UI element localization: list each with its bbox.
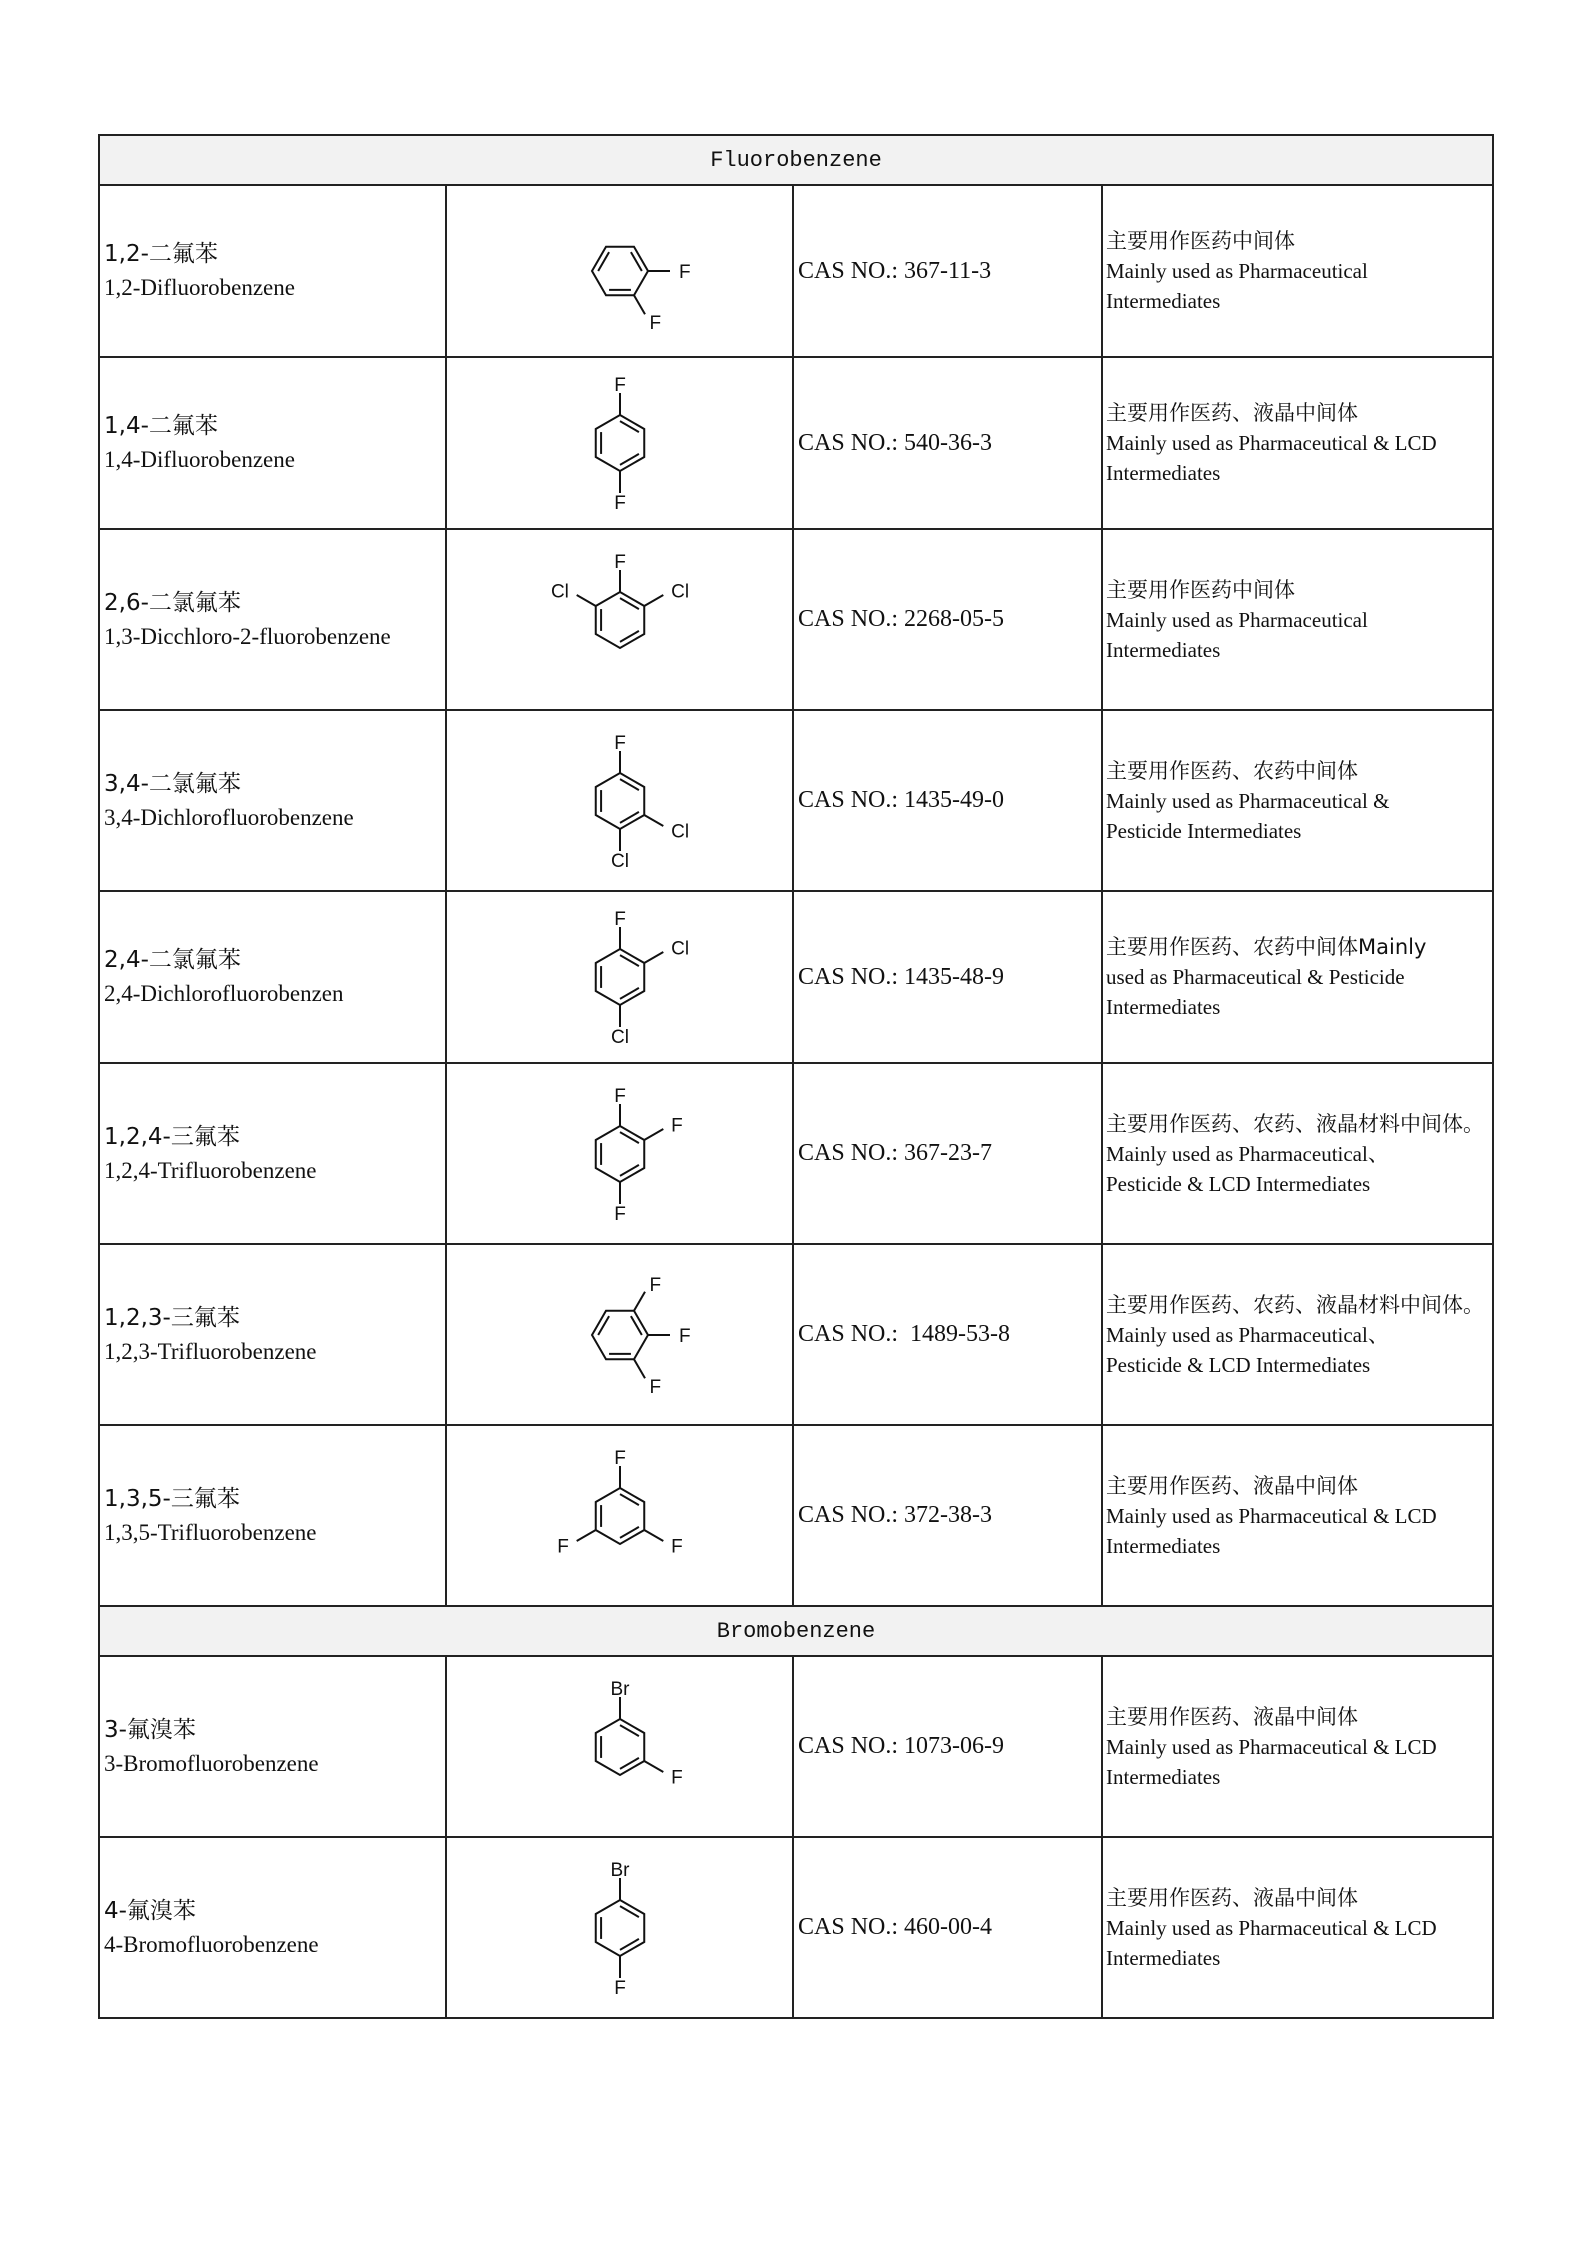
benzene-ring	[595, 1719, 644, 1775]
compound-name-en: 1,4-Difluorobenzene	[104, 447, 295, 472]
usage-en: Pesticide & LCD Intermediates	[1106, 1171, 1371, 1196]
double-bond	[598, 252, 609, 271]
section-title: Fluorobenzene	[99, 135, 1493, 185]
compound-row	[99, 710, 1493, 891]
usage-cell	[1102, 1063, 1493, 1244]
usage-en: used as Pharmaceutical & Pesticide	[1106, 965, 1405, 989]
atom-label-f: F	[678, 1325, 691, 1347]
double-bond	[620, 1494, 639, 1505]
atom-label-f: F	[613, 1977, 626, 1999]
double-bond	[620, 1164, 639, 1175]
substituent-bond	[644, 1761, 663, 1772]
compound-row	[99, 1244, 1493, 1425]
usage-en: Mainly used as Pharmaceutical	[1106, 259, 1368, 283]
compound-name-cell	[99, 710, 446, 891]
structure-cell	[446, 891, 793, 1063]
double-bond	[620, 454, 639, 465]
double-bond	[620, 779, 639, 790]
atom-label-cl: Cl	[670, 821, 689, 842]
structure-cell	[446, 1837, 793, 2018]
usage-en: Intermediates	[1106, 461, 1221, 485]
usage-zh: 主要用作医药、液晶中间体	[1106, 1885, 1358, 1910]
compound-name-cell	[99, 529, 446, 710]
structure-cell	[446, 710, 793, 891]
compound-row	[99, 891, 1493, 1063]
double-bond	[620, 1725, 639, 1736]
usage-cell	[1102, 1425, 1493, 1606]
compound-name-en: 1,3,5-Trifluorobenzene	[104, 1519, 317, 1545]
cas-number: CAS NO.: 367-23-7	[793, 1063, 1102, 1244]
usage-en: Mainly used as Pharmaceutical、	[1106, 1141, 1389, 1166]
usage-cell	[1102, 1837, 1493, 2018]
compound-row	[99, 1063, 1493, 1244]
usage-cell	[1102, 529, 1493, 710]
usage-en: Pesticide Intermediates	[1106, 818, 1302, 843]
compound-name-zh: 3,4-二氯氟苯	[104, 770, 241, 797]
structure-cell	[446, 1244, 793, 1425]
usage-en: Mainly used as Pharmaceutical	[1106, 607, 1368, 632]
atom-label-f: F	[613, 493, 626, 514]
atom-label-cl: Cl	[670, 581, 689, 602]
cas-number: CAS NO.: 367-11-3	[793, 185, 1102, 357]
usage-cell	[1102, 357, 1493, 529]
structure-cell	[446, 1656, 793, 1837]
compound-name-zh: 1,3,5-三氟苯	[104, 1485, 240, 1512]
atom-label-f: F	[613, 375, 626, 396]
usage-en: Intermediates	[1106, 289, 1221, 313]
section-header-row	[99, 1606, 1493, 1656]
compound-structure	[540, 716, 700, 886]
usage-en: Mainly used as Pharmaceutical &	[1106, 788, 1390, 813]
usage-en: Intermediates	[1106, 1533, 1221, 1558]
substituent-bond	[644, 595, 663, 606]
atom-label-f: F	[649, 1274, 661, 1296]
compound-name-en: 2,4-Dichlorofluorobenzen	[104, 981, 344, 1006]
usage-en: Mainly used as Pharmaceutical & LCD	[1106, 431, 1437, 455]
compound-name-cell	[99, 1837, 446, 2018]
usage-en: Mainly used as Pharmaceutical & LCD	[1106, 1734, 1437, 1759]
atom-label-f: F	[649, 1376, 661, 1398]
double-bond	[620, 955, 639, 966]
compound-name-zh: 1,2,4-三氟苯	[104, 1123, 240, 1150]
compound-name-cell	[99, 1244, 446, 1425]
double-bond	[620, 630, 639, 641]
atom-label-f: F	[670, 1115, 683, 1136]
usage-cell	[1102, 185, 1493, 357]
section-header-row	[99, 135, 1493, 185]
cas-number: CAS NO.: 540-36-3	[793, 357, 1102, 529]
structure-cell	[446, 1425, 793, 1606]
compound-name-en: 3,4-Dichlorofluorobenzene	[104, 804, 354, 830]
double-bond	[620, 598, 639, 609]
benzene-ring	[595, 1126, 644, 1182]
compound-structure	[540, 892, 700, 1062]
benzene-ring	[595, 1488, 644, 1544]
atom-label-br: Br	[610, 1678, 629, 1700]
benzene-ring	[592, 1310, 648, 1359]
compound-name-cell	[99, 185, 446, 357]
benzene-ring	[595, 1900, 644, 1956]
usage-zh: 主要用作医药、液晶中间体	[1106, 401, 1358, 425]
atom-label-f: F	[670, 1767, 683, 1788]
structure-cell	[446, 357, 793, 529]
atom-label-f: F	[613, 1203, 626, 1225]
usage-en: Intermediates	[1106, 1945, 1221, 1970]
atom-label-f: F	[613, 1447, 626, 1469]
compound-table	[98, 134, 1494, 2019]
compound-name-zh: 1,2-二氟苯	[104, 241, 218, 267]
substituent-bond	[644, 1530, 663, 1541]
compound-structure	[540, 1431, 700, 1601]
structure-cell	[446, 529, 793, 710]
benzene-ring	[592, 247, 648, 296]
usage-zh: 主要用作医药、农药、液晶材料中间体。	[1106, 1292, 1484, 1317]
atom-label-f: F	[613, 1085, 626, 1107]
compound-structure	[540, 535, 700, 705]
structure-cell	[446, 185, 793, 357]
compound-name-zh: 3-氟溴苯	[104, 1716, 196, 1743]
atom-label-f: F	[678, 262, 691, 283]
usage-zh: 主要用作医药中间体	[1106, 577, 1295, 602]
compound-name-zh: 2,4-二氯氟苯	[104, 947, 241, 973]
substituent-bond	[644, 952, 663, 963]
compound-name-cell	[99, 357, 446, 529]
compound-row	[99, 1837, 1493, 2018]
compound-structure	[540, 186, 700, 356]
compound-name-en: 1,3-Dicchloro-2-fluorobenzene	[104, 623, 391, 649]
substituent-bond	[576, 1530, 595, 1541]
usage-zh: 主要用作医药、液晶中间体	[1106, 1704, 1358, 1729]
compound-name-cell	[99, 1063, 446, 1244]
section-title: Bromobenzene	[99, 1606, 1493, 1656]
usage-cell	[1102, 710, 1493, 891]
compound-row	[99, 1656, 1493, 1837]
usage-cell	[1102, 1244, 1493, 1425]
compound-structure	[540, 1250, 700, 1420]
substituent-bond	[634, 1291, 645, 1310]
compound-structure	[540, 1662, 700, 1832]
double-bond	[620, 1132, 639, 1143]
cas-number: CAS NO.: 460-00-4	[793, 1837, 1102, 2018]
usage-cell	[1102, 1656, 1493, 1837]
double-bond	[620, 811, 639, 822]
atom-label-f: F	[613, 732, 626, 754]
compound-name-cell	[99, 1656, 446, 1837]
atom-label-cl: Cl	[610, 850, 629, 872]
compound-structure	[540, 1843, 700, 2013]
double-bond	[620, 1938, 639, 1949]
benzene-ring	[595, 415, 644, 471]
benzene-ring	[595, 773, 644, 829]
usage-en: Pesticide & LCD Intermediates	[1106, 1352, 1371, 1377]
usage-en: Mainly used as Pharmaceutical & LCD	[1106, 1915, 1437, 1940]
cas-number: CAS NO.: 1435-49-0	[793, 710, 1102, 891]
atom-label-br: Br	[610, 1859, 629, 1881]
double-bond	[630, 252, 641, 271]
substituent-bond	[644, 1129, 663, 1140]
atom-label-cl: Cl	[550, 581, 569, 602]
cas-number: CAS NO.: 1073-06-9	[793, 1656, 1102, 1837]
compound-row	[99, 357, 1493, 529]
compound-row	[99, 1425, 1493, 1606]
double-bond	[620, 988, 639, 999]
double-bond	[620, 1757, 639, 1768]
double-bond	[620, 1906, 639, 1917]
atom-label-f: F	[613, 909, 626, 930]
usage-zh: 主要用作医药、农药中间体	[1106, 758, 1358, 783]
usage-en: Mainly used as Pharmaceutical & LCD	[1106, 1503, 1437, 1528]
substituent-bond	[634, 295, 645, 314]
compound-row	[99, 529, 1493, 710]
benzene-ring	[595, 592, 644, 648]
double-bond	[620, 1526, 639, 1537]
compound-name-en: 1,2-Difluorobenzene	[104, 275, 295, 300]
atom-label-f: F	[613, 551, 626, 573]
compound-structure	[540, 1069, 700, 1239]
atom-label-cl: Cl	[610, 1027, 629, 1048]
usage-en: Intermediates	[1106, 1764, 1221, 1789]
compound-name-en: 1,2,3-Trifluorobenzene	[104, 1338, 317, 1364]
usage-zh: 主要用作医药中间体	[1106, 229, 1295, 253]
benzene-ring	[595, 949, 644, 1005]
double-bond	[630, 1316, 641, 1335]
usage-en: Intermediates	[1106, 995, 1221, 1019]
cas-number: CAS NO.: 372-38-3	[793, 1425, 1102, 1606]
double-bond	[598, 1316, 609, 1335]
usage-zh: 主要用作医药、农药、液晶材料中间体。	[1106, 1111, 1484, 1136]
compound-row	[99, 185, 1493, 357]
compound-name-zh: 1,4-二氟苯	[104, 413, 218, 439]
atom-label-cl: Cl	[670, 938, 689, 960]
atom-label-f: F	[670, 1536, 683, 1557]
compound-name-en: 4-Bromofluorobenzene	[104, 1931, 319, 1957]
cas-number: CAS NO.: 1489-53-8	[793, 1244, 1102, 1425]
compound-name-cell	[99, 891, 446, 1063]
usage-en: Intermediates	[1106, 637, 1221, 662]
atom-label-f: F	[556, 1536, 569, 1557]
substituent-bond	[644, 815, 663, 826]
compound-name-zh: 2,6-二氯氟苯	[104, 589, 241, 616]
compound-name-en: 1,2,4-Trifluorobenzene	[104, 1157, 317, 1183]
structure-cell	[446, 1063, 793, 1244]
double-bond	[620, 421, 639, 432]
compound-name-zh: 4-氟溴苯	[104, 1897, 196, 1924]
cas-number: CAS NO.: 2268-05-5	[793, 529, 1102, 710]
substituent-bond	[634, 1359, 645, 1378]
compound-name-zh: 1,2,3-三氟苯	[104, 1304, 240, 1331]
usage-zh: 主要用作医药、液晶中间体	[1106, 1473, 1358, 1498]
compound-name-cell	[99, 1425, 446, 1606]
compound-name-en: 3-Bromofluorobenzene	[104, 1750, 319, 1776]
cas-number: CAS NO.: 1435-48-9	[793, 891, 1102, 1063]
atom-label-f: F	[649, 313, 661, 335]
compound-structure	[540, 358, 700, 528]
usage-cell	[1102, 891, 1493, 1063]
substituent-bond	[576, 595, 595, 606]
usage-zh: 主要用作医药、农药中间体Mainly	[1106, 935, 1427, 959]
usage-en: Mainly used as Pharmaceutical、	[1106, 1322, 1389, 1347]
